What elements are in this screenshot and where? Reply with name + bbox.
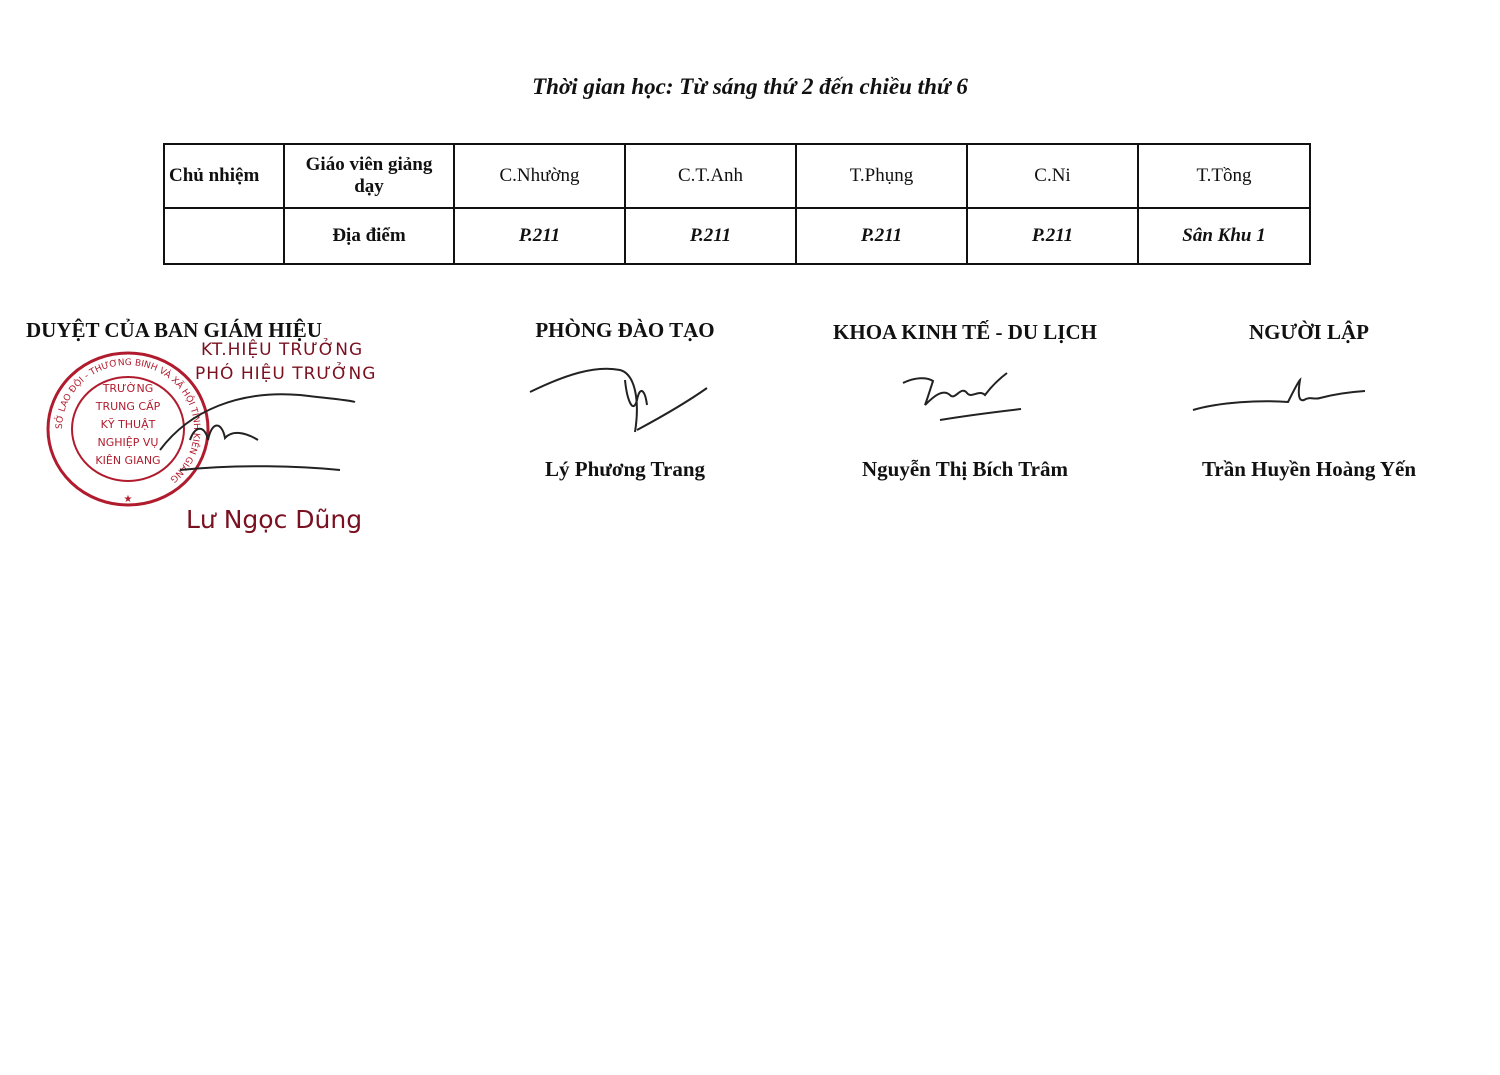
preparer-name: Trần Huyền Hoàng Yến xyxy=(1201,457,1417,481)
stamp-center-line: TRUNG CẤP xyxy=(95,400,161,413)
location-cell: P.211 xyxy=(625,208,796,264)
teacher-label: Giáo viên giảng dạy xyxy=(284,144,454,208)
training-office-title: PHÒNG ĐÀO TẠO xyxy=(535,318,715,342)
stamp-center-line: TRƯỜNG xyxy=(102,382,154,395)
stamp-center-line: NGHIỆP VỤ xyxy=(97,436,159,449)
faculty-title: KHOA KINH TẾ - DU LỊCH xyxy=(833,320,1097,344)
table-row xyxy=(164,144,1310,208)
on-behalf-line: KT.HIỆU TRƯỞNG xyxy=(201,340,364,360)
homeroom-value xyxy=(164,208,284,264)
location-cell: P.211 xyxy=(796,208,967,264)
location-label: Địa điểm xyxy=(284,208,454,264)
faculty-signature xyxy=(895,365,1030,425)
stamp-ring-text: SỞ LAO ĐỘI - THƯƠNG BINH VÀ XÃ HỘI TỈNH KIÊN GIANG xyxy=(54,357,202,484)
principal-approval-title: DUYỆT CỦA BAN GIÁM HIỆU xyxy=(26,318,322,342)
teacher-cell: C.Ni xyxy=(967,144,1138,208)
teacher-cell: T.Tồng xyxy=(1138,144,1310,208)
location-cell: P.211 xyxy=(967,208,1138,264)
table-row xyxy=(164,208,1310,264)
schedule-table xyxy=(163,143,1311,265)
training-office-name: Lý Phương Trang xyxy=(545,457,705,481)
preparer-block xyxy=(1180,320,1438,345)
svg-text:★: ★ xyxy=(123,494,133,505)
principal-name: Lư Ngọc Dũng xyxy=(186,505,363,534)
schedule-note: Thời gian học: Từ sáng thứ 2 đến chiều thứ 6 xyxy=(532,74,968,99)
stamp-center-line: KỸ THUẬT xyxy=(100,418,156,431)
deputy-line: PHÓ HIỆU TRƯỞNG xyxy=(195,364,377,384)
location-cell: P.211 xyxy=(454,208,625,264)
preparer-signature xyxy=(1190,370,1370,420)
preparer-title: NGƯỜI LẬP xyxy=(1249,320,1369,344)
training-office-signature xyxy=(525,360,715,440)
stamp-center-line: KIÊN GIANG xyxy=(95,454,161,467)
teacher-cell: C.T.Anh xyxy=(625,144,796,208)
teacher-cell: T.Phụng xyxy=(796,144,967,208)
faculty-name: Nguyễn Thị Bích Trâm xyxy=(862,457,1068,481)
faculty-block xyxy=(815,320,1115,345)
principal-signature xyxy=(150,380,360,480)
teacher-cell: C.Nhường xyxy=(454,144,625,208)
location-cell: Sân Khu 1 xyxy=(1138,208,1310,264)
training-office-block xyxy=(505,318,745,343)
homeroom-label: Chủ nhiệm xyxy=(164,144,284,208)
